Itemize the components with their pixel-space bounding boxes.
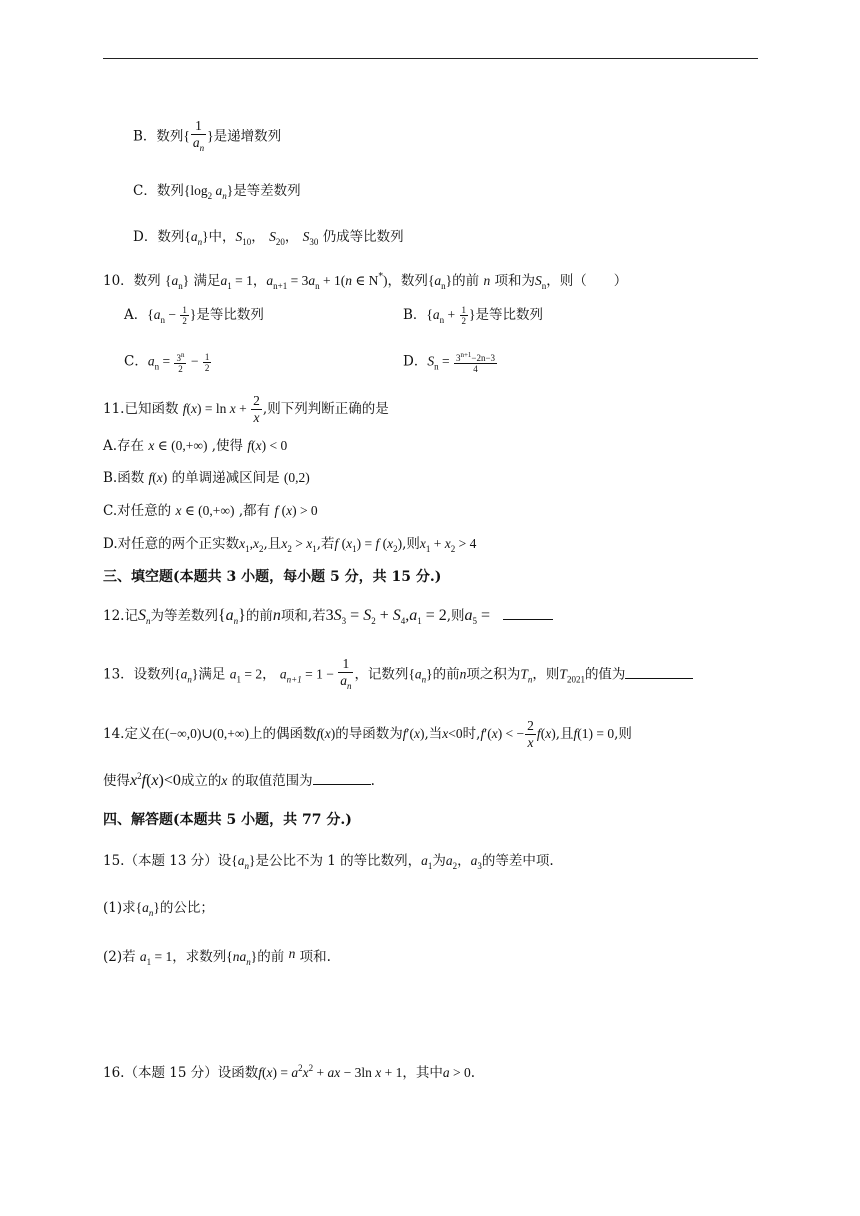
q11-d-mid3: ,则 — [402, 536, 420, 552]
q14-number: 14.定义在 — [103, 726, 165, 742]
q10-a-label: A． — [124, 307, 148, 323]
q11-c-label: C.对任意的 — [103, 503, 172, 519]
q15-t3: ， — [457, 853, 471, 869]
q12-t3: 项和,若 — [280, 608, 326, 624]
q11-a-mid: ,使得 — [211, 438, 244, 454]
q13-stem: 13．设数列$\{a_n\}$满足 $a_1 = 2$， $a_{n+1} = 1$ − $\frac{1}{a_n}$ ，记数列$\{a_n\}$的前n项之积为$T_n$，则$T_{2021}$的值为 — [103, 656, 693, 694]
q10-option-d: D．$S_n$ = $\frac{3^{n+1}-2n-3}{4}$ — [403, 351, 496, 374]
q12-stem: 12.记$S_n$为等差数列$\{a_n\}$的前n项和,若$3S_3 = S_2 + S_4,a_1 = 2$,则$a_5$ = — [103, 607, 553, 630]
q16-t2: . — [470, 1065, 476, 1081]
q11-c-mid: ,都有 — [238, 503, 271, 519]
q10-a-text: 是等比数列 — [196, 307, 264, 323]
q13-t3: ，记数列 — [354, 666, 409, 683]
q9-b-text: 是递增数列 — [213, 128, 282, 145]
q14-line2b: 成立的 — [180, 773, 222, 789]
q11-option-c: C.对任意的 x ∈ (0,+∞) ,都有 f (x) > 0 — [103, 503, 318, 519]
q11-tail: ,则下列判断正确的是 — [262, 401, 389, 417]
q15-t4: 的等差中项. — [481, 853, 554, 869]
q10-option-c: C．$a_n$ = $\frac{3^n}{2}$ − $\frac{1}{2}$ — [124, 351, 210, 374]
q10-option-a: A．{$a_n$ − $\frac{1}{2}$ }是等比数列 — [124, 305, 264, 326]
q14-stem: 14.定义在(−∞,0)∪(0,+∞)上的偶函数f(x)的导函数为f′(x),当x<0时,f′(x) < − $\frac{2}{x}$ f(x),且f(1) = 0,则 — [103, 718, 632, 750]
q14-t3: ,当 — [424, 726, 443, 742]
q11-number: 11.已知函数 — [103, 401, 179, 417]
q13-t1: 满足 — [198, 666, 226, 683]
q14-t4: 时, — [462, 726, 481, 742]
q10-cond: 满足 — [193, 273, 221, 289]
q13-answer-blank[interactable] — [625, 666, 693, 679]
q13-t4: 的前 — [432, 666, 460, 683]
q10-c-label: C． — [124, 353, 148, 370]
q10-b-label: B． — [403, 307, 427, 323]
q14-t2: 的导函数为 — [335, 726, 403, 742]
q12-t2: 的前 — [245, 608, 273, 624]
q9-option-c: C．数列{$\log_2$ $a_n$}是等差数列 — [133, 183, 301, 201]
q11-b-mid: 的单调递减区间是 — [171, 470, 280, 486]
q13-number: 13．设数列 — [103, 666, 175, 683]
q10-text3: 项和为 — [494, 273, 535, 289]
q13-t2: ， — [262, 666, 276, 683]
q14-t1: 上的偶函数 — [249, 726, 317, 742]
q14-line2a: 使得 — [103, 773, 130, 789]
q14-line2c: 的取值范围为 — [231, 773, 313, 789]
q10-text4: ，则（ ） — [546, 273, 628, 289]
q15-stem: 15.（本题 13 分）设$\{a_n\}$是公比不为 1 的等比数列，$a_1$为$a_2$，$a_3$的等差中项. — [103, 853, 554, 871]
q12-t1: 为等差数列 — [150, 608, 218, 624]
q15-p2d: 项和. — [299, 949, 331, 965]
q15-p1b: 的公比； — [159, 900, 214, 916]
q11-d-label: D.对任意的两个正实数 — [103, 536, 240, 552]
q14-answer-blank[interactable] — [313, 772, 371, 785]
q15-p2b: ，求数列 — [172, 949, 227, 965]
q9-option-b: B．数列{ $\frac{1}{a_n}$ }是递增数列 — [133, 118, 281, 156]
q11-d-mid1: ,且 — [263, 536, 282, 552]
fraction-1-over-an: $\frac{1}{a_n}$ — [192, 118, 205, 153]
q16-number: 16.（本题 15 分）设函数 — [103, 1065, 259, 1081]
q9-c-label: C．数列 — [133, 183, 184, 199]
q10-d-label: D． — [403, 353, 428, 370]
q15-p2c: 的前 — [257, 949, 285, 965]
q15-t2: 为 — [432, 853, 446, 869]
q10-b-text: 是等比数列 — [475, 307, 544, 323]
q9-d-text: 仍成等比数列 — [322, 229, 404, 245]
q10-text2: 的前 — [452, 273, 480, 289]
q14-line2d: . — [370, 773, 375, 789]
q9-c-text: 是等差数列 — [233, 183, 301, 199]
q10-text1: ，数列 — [387, 273, 428, 289]
section-3-heading: 三、填空题(本题共 3 小题，每小题 5 分，共 15 分.) — [103, 569, 442, 585]
q16-stem: 16.（本题 15 分）设函数$f(x) = a^2x^2$ + ax − 3ln x + 1，其中a > 0. — [103, 1063, 476, 1081]
section-4-heading: 四、解答题(本题共 5 小题，共 77 分.) — [103, 812, 352, 828]
q10-option-b: B．{$a_n$ + $\frac{1}{2}$ }是等比数列 — [403, 305, 544, 326]
q9-d-mid: 中， — [208, 229, 236, 245]
q15-number: 15.（本题 13 分）设 — [103, 853, 232, 869]
q11-stem: 11.已知函数 f(x) = ln x + $\frac{2}{x}$ ,则下列判断正确的是 — [103, 393, 389, 425]
q11-b-label: B.函数 — [103, 470, 145, 486]
q15-part1: (1)求$\{a_n\}$的公比； — [103, 900, 214, 918]
q14-line2: 使得$x^2f(x)<0$成立的x 的取值范围为 . — [103, 771, 375, 789]
q12-number: 12.记 — [103, 608, 138, 624]
q9-b-label: B．数列 — [133, 128, 184, 145]
q10-stem: 10．数列 $\{a_n\}$ 满足$a_1 = 1$，$a_{n+1} = 3a_n + 1(n$ ∈ N*)，数列$\{a_n\}$的前 n 项和为$S_n$，则（ ） — [103, 272, 628, 291]
q15-p2a: (2)若 — [103, 949, 136, 965]
q13-t6: ，则 — [532, 666, 560, 683]
q13-t7: 的值为 — [584, 666, 626, 683]
q11-a-label: A.存在 — [103, 438, 145, 454]
q14-t6: ,则 — [614, 726, 632, 742]
q12-t4: ,则 — [446, 608, 465, 624]
q9-option-d: D．数列$\{a_n\}$中，$S_{10}$， $S_{20}$， $S_{30}$ 仍成等比数列 — [133, 229, 404, 247]
header-rule — [103, 58, 758, 59]
q11-option-b: B.函数 f(x) 的单调递减区间是 (0,2) — [103, 470, 310, 486]
q10-number: 10．数列 — [103, 273, 161, 289]
q11-d-mid2: ,若 — [316, 536, 335, 552]
q9-d-label: D．数列 — [133, 229, 185, 245]
q11-option-a: A.存在 x ∈ (0,+∞) ,使得 f(x) < 0 — [103, 438, 288, 454]
q15-t1: 是公比不为 1 的等比数列， — [255, 853, 422, 869]
q15-part2: (2)若 $a_1 = 1$，求数列$\{na_n\}$的前 n 项和. — [103, 946, 331, 967]
q16-t1: ，其中 — [402, 1065, 443, 1081]
q12-answer-blank[interactable] — [503, 607, 553, 620]
q13-t5: 项之积为 — [466, 666, 521, 683]
q11-option-d: D.对任意的两个正实数$x_1,x_2$,且$x_2 > x_1$,若f $(x_1) = f$ $(x_2)$,则$x_1 + x_2 > 4$ — [103, 536, 477, 554]
q15-p1a: (1)求 — [103, 900, 136, 916]
q14-t5: ,且 — [555, 726, 574, 742]
